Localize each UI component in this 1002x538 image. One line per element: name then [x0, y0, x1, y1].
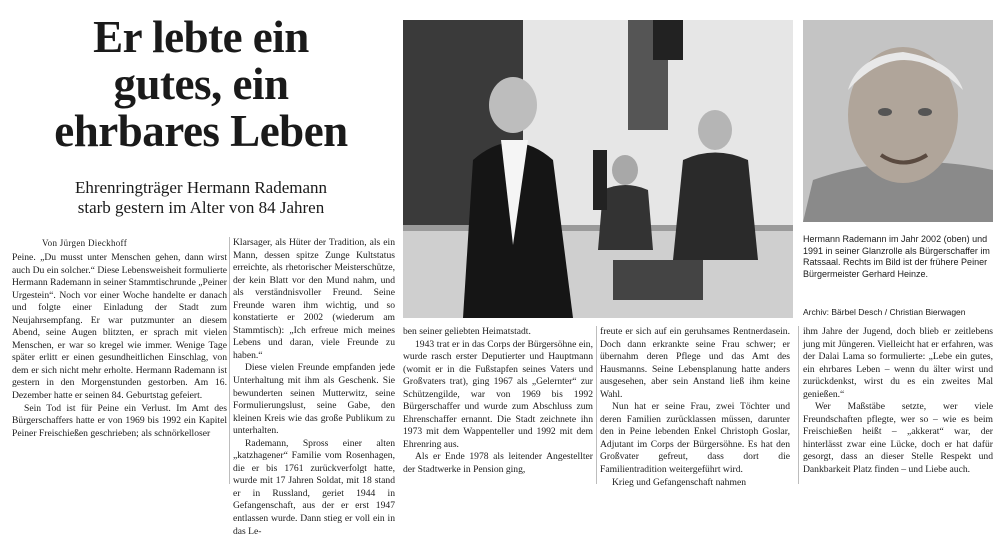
paragraph: Rademann, Spross einer alten „katzhagener“ Familie vom Rosenhagen, die er bis 1761 zurückverfolgt hatte, wurde mit 17 Jahren Soldat, mit 18 stand er in Russland, geriet 1944 in Gefangenschaft, aus der er erst 1947 entlassen wurde. Dann stieg er voll ein in das Le-	[233, 437, 395, 537]
paragraph: Nun hat er seine Frau, zwei Töchter und deren Familien zurücklassen müssen, darunter den in Peine lebenden Enkel Christoph Goslar, Adjutant im Corps der Bürgersöhne. Es hat den Großvater gefreut, dass dort die Familientradition weitergeführt wird.	[600, 401, 790, 476]
column-rule	[798, 326, 799, 484]
photo-portrait-image	[803, 20, 993, 222]
byline: Von Jürgen Dieckhoff	[42, 238, 127, 248]
photo-credit: Archiv: Bärbel Desch / Christian Bierwagen	[803, 307, 966, 317]
paragraph: Diese vielen Freunde empfanden jede Unterhaltung mit ihm als Geschenk. Sie bewunderten seinen Mutterwitz, seine Formulierungslust, seine Gabe, den kleinen Kreis wie das große Publikum zu unterhalten.	[233, 362, 395, 437]
column-rule	[596, 326, 597, 484]
headline-line-3: ehrbares Leben	[54, 106, 348, 156]
article-column-5	[803, 326, 993, 484]
paragraph: Als er Ende 1978 als leitender Angestellter der Stadtwerke in Pension ging,	[403, 451, 593, 476]
paragraph: Krieg und Gefangenschaft nahmen	[612, 476, 746, 488]
subheadline-line-1: Ehrenringträger Hermann Rademann	[74, 178, 328, 197]
article-column-4	[600, 326, 790, 488]
headline	[14, 14, 388, 155]
subheadline-line-2: starb gestern im Alter von 84 Jahren	[77, 198, 325, 217]
headline-line-1: Er lebte ein	[93, 12, 309, 62]
paragraph: Sein Tod ist für Peine ein Verlust. Im Amt des Bürgerschaffers hatte er von 1969 bis 1992 ein Kapitel Peiner Freischießen geschrieben; als schnörkelloser	[12, 402, 227, 439]
photo-caption: Hermann Rademann im Jahr 2002 (oben) und 1991 in seiner Glanzrolle als Bürgerschaffer im Ratssaal. Rechts im Bild ist der frühere Peiner Bürgermeister Gerhard Heinze.	[803, 234, 990, 279]
paragraph: Klarsager, als Hüter der Tradition, als ein Mann, dessen spitze Zunge Kultstatus erreichte, als rhetorischer Meisterschütze, der kein Blatt vor den Mund nahm, und als verständnisvoller Freund. Seine Freunde waren ihm wichtig, und so konstatierte er 2002 (wiederum am Stammtisch): „Ich erfreue mich meines Lebens und daran, viele Freunde zu haben.“	[233, 237, 395, 361]
photo-portrait	[803, 20, 993, 222]
paragraph: ben seiner geliebten Heimatstadt.	[403, 326, 531, 337]
article-column-2	[233, 237, 395, 537]
column-rule	[229, 237, 230, 484]
paragraph: ihm Jahre der Jugend, doch blieb er zeitlebens jung mit Jüngeren. Vielleicht hat er erfahren, was der Dalai Lama so formulierte: „Lebe ein gutes, ein ehrbares Leben – wenn du älter wirst und zurückdenkst, wirst du es ein zweites Mal genießen.“	[803, 326, 993, 400]
photo-banquet-speech-image	[403, 20, 793, 318]
subheadline	[30, 178, 372, 218]
photo-banquet-speech	[403, 20, 793, 318]
article-column-3	[403, 326, 593, 484]
paragraph: 1943 trat er in das Corps der Bürgersöhne ein, wurde rasch erster Deputierter und Hauptmann (womit er in die Fußstapfen seines Vaters und Großvaters trat), ging 1967 als „Gelernter“ zur Schützengilde, war von 1969 bis 1992 Bürgerschaffer und wurde zum Abschluss zum Ehrenschaffer ernannt. Die Stadt zeichnete ihn 1973 mit dem Wappenteller und 1992 mit dem Ehrenring aus.	[403, 338, 593, 450]
paragraph: Peine. „Du musst unter Menschen gehen, dann wirst auch Du ein solcher.“ Diese Lebensweisheit formulierte Hermann Rademann in seiner Stammtischrunde „Peiner Urgestein“. Noch vor einer Woche handelte er danach und folgte einer Einladung der Stadt zum Neujahrsempfang. Er war putzmunter an diesem Abend, seine Augen blitzten, er sprach mit vielen Menschen, er war so kregel wie immer. Wenige Tage später erlitt er einen gesundheitlichen Einschlag, von dem er sich nicht mehr erholte. Hermann Rademann ist gestern in den Morgenstunden gestorben. Am 16. Dezember hatte er seinen 84. Geburtstag gefeiert.	[12, 252, 227, 402]
headline-line-2: gutes, ein	[113, 59, 289, 109]
article-column-1	[12, 252, 227, 484]
paragraph: freute er sich auf ein geruhsames Rentnerdasein. Doch dann erkrankte seine Frau schwer; er übernahm deren Pflege und das Amt des Hausmanns. Seine Lebensplanung hatte anders ausgesehen, aber sein Anstand ließ ihm keine Wahl.	[600, 326, 790, 400]
paragraph: Wer Maßstäbe setzte, wer viele Freundschaften pflegte, wer so – wie es beim Freischießen heißt – „akkerat“ war, der hinterlässt zwar eine Lücke, doch er hat dafür gesorgt, dass an dieser Stelle Respekt und Dankbarkeit Platz finden – und Liebe auch.	[803, 401, 993, 476]
